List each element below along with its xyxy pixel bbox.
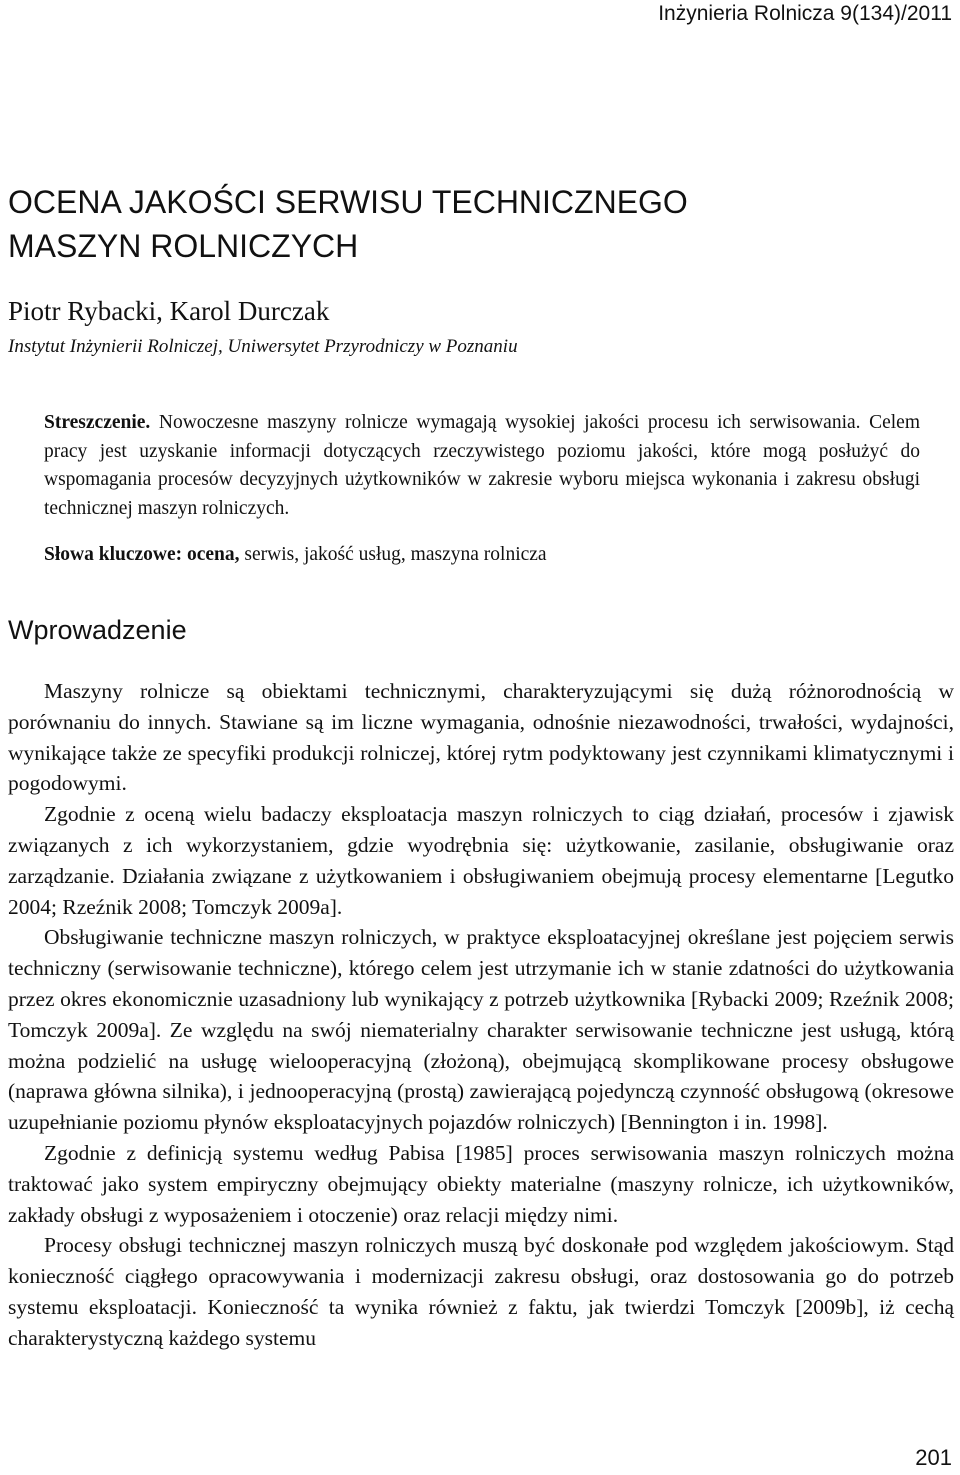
keywords [44, 541, 920, 569]
abstract [44, 409, 920, 523]
paragraph: Procesy obsługi technicznej maszyn rolniczych muszą być doskonałe pod względem jakościowym. Stąd konieczność ciągłego opracowywania i modernizacji zakresu obsługi, oraz dostosowania go do potrzeb systemu eksploatacji. Konieczność ta wynika również z faktu, jak twierdzi Tomczyk [2009b], iż cechą charakterystyczną każdego systemu [8, 1233, 954, 1350]
section-heading: Wprowadzenie [8, 615, 187, 645]
paragraph: Zgodnie z definicją systemu według Pabisa [1985] proces serwisowania maszyn rolniczych można traktować jako system empiryczny obejmujący obiekty materialne (maszyny rolnicze, ich użytkowników, zakłady obsługi z wyposażeniem i otoczenie) oraz relacji między nimi. [8, 1140, 954, 1227]
paragraph: Zgodnie z oceną wielu badaczy eksploatacja maszyn rolniczych to ciąg działań, procesów i zjawisk związanych z ich wykorzystaniem, gdzie wyodrębnia się: użytkowanie, zasilanie, obsługiwanie oraz zarządzanie. Działania związane z użytkowaniem i obsługiwaniem obejmują procesy elementarne [Legutko 2004; Rzeźnik 2008; Tomczyk 2009a]. [8, 802, 954, 919]
abstract-text: Nowoczesne maszyny rolnicze wymagają wysokiej jakości procesu ich serwisowania. Celem pracy jest uzyskanie informacji dotyczących rzeczywistego poziomu jakości, które mogą posłużyć do wspomagania procesów decyzyjnych użytkowników w zakresie wyboru miejsca wykonania i zakresu obsługi technicznej maszyn rolniczych. [44, 412, 920, 519]
keywords-label: Słowa kluczowe: ocena, [44, 544, 240, 565]
article-title [8, 180, 928, 268]
abstract-label: Streszczenie. [44, 412, 151, 433]
body-text [8, 676, 954, 1354]
paragraph: Maszyny rolnicze są obiektami technicznymi, charakteryzującymi się dużą różnorodnością w porównaniu do innych. Stawiane są im liczne wymagania, odnośnie niezawodności, trwałości, wydajności, wynikające także ze specyfiki produkcji rolniczej, której rytm podyktowany jest czynnikami klimatycznymi i pogodowymi. [8, 679, 954, 796]
title-line-2: MASZYN ROLNICZYCH [8, 228, 359, 264]
paragraph: Obsługiwanie techniczne maszyn rolniczych, w praktyce eksploatacyjnej określane jest pojęciem serwis techniczny (serwisowanie techniczne), którego celem jest utrzymanie ich w stanie zdatności do użytkowania przez okres ekonomicznie uzasadniony lub wynikający z potrzeb użytkownika [Rybacki 2009; Rzeźnik 2008; Tomczyk 2009a]. Ze względu na swój niematerialny charakter serwisowanie techniczne jest usługą, którą można podzielić na usługę wielooperacyjną (złożoną), obejmującą skomplikowane procesy obsługowe (naprawa główna silnika), i jednooperacyjną (prostą) zawierającą pojedynczą czynność obsługową (okresowe uzupełnianie poziomu płynów eksploatacyjnych pojazdów rolniczych) [Bennington i in. 1998]. [8, 925, 954, 1135]
journal-header: Inżynieria Rolnicza 9(134)/2011 [658, 2, 952, 25]
affiliation: Instytut Inżynierii Rolniczej, Uniwersytet Przyrodniczy w Poznaniu [8, 336, 518, 357]
keywords-text: serwis, jakość usług, maszyna rolnicza [239, 544, 547, 565]
authors: Piotr Rybacki, Karol Durczak [8, 296, 330, 326]
title-line-1: OCENA JAKOŚCI SERWISU TECHNICZNEGO [8, 184, 688, 220]
page-number: 201 [915, 1445, 952, 1470]
